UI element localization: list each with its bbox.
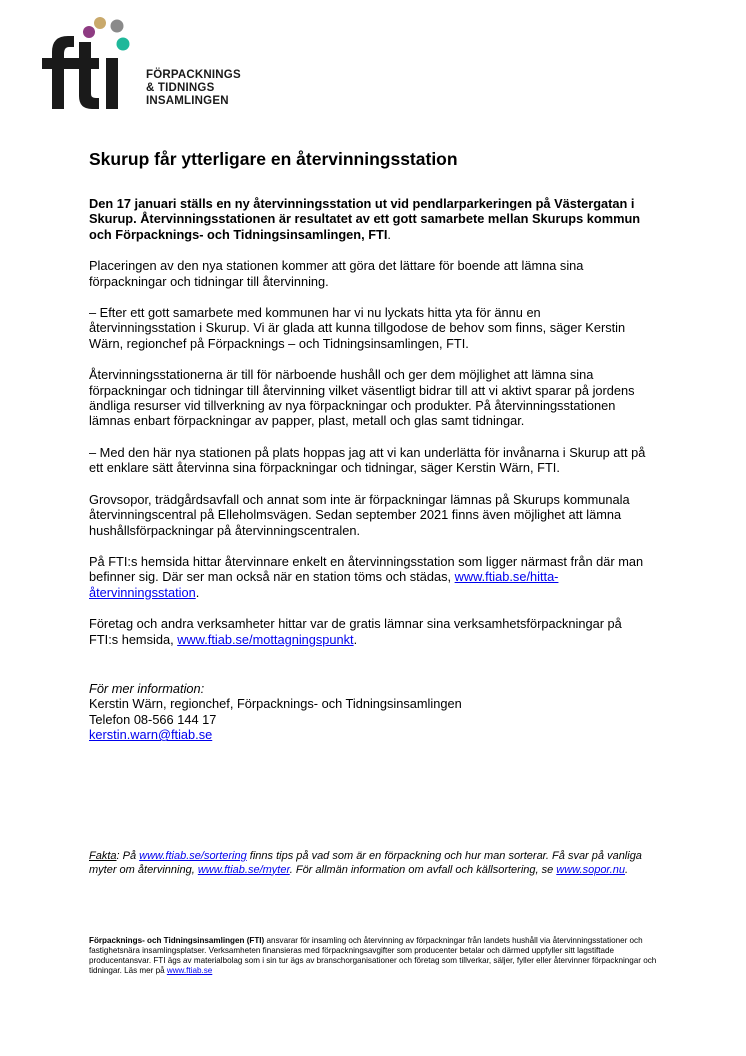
- fti-logo: [42, 14, 262, 114]
- lead-bold-text: Den 17 januari ställs en ny återvinningsstation ut vid pendlarparkeringen på Västergatan i Skurup. Återvinningsstationen är resultatet av ett gott samarbete mellan Skurups kommun och Förpacknings- och Tidningsinsamlingen, FTI: [89, 196, 641, 242]
- footer-text: ansvarar för insamling och återvinning av förpackningar från landets hushåll via återvinningsstationer och fastighetsnära insamlingsplatser. Verksamheten finansieras med förpackningsavgifter som producenter betalar och därmed uppfyller sitt lagstiftade producentansvar. FTI ägs av materialbolag som i sin tur ägs av branschorganisationer och företag som tillverkar, säljer, fyller eller återvinner förpackningar och tidningar. Läs mer på: [89, 936, 657, 975]
- paragraph-7-text: Företag och andra verksamheter hittar var de gratis lämnar sina verksamhetsförpackningar på FTI:s hemsida,: [89, 616, 622, 647]
- station-finder-link[interactable]: www.ftiab.se/hitta-återvinningsstation: [89, 569, 559, 600]
- logo-dot-teal: [117, 38, 130, 51]
- lead-end: .: [387, 226, 391, 242]
- reception-point-link[interactable]: www.ftiab.se/mottagningspunkt: [177, 631, 354, 647]
- contact-phone: Telefon 08-566 144 17: [89, 711, 217, 727]
- press-release-body: [89, 148, 649, 743]
- paragraph-6-end: .: [195, 584, 200, 600]
- contact-label: För mer information:: [89, 680, 205, 696]
- fakta-text-3: . För allmän information om avfall och källsortering, se: [289, 863, 557, 876]
- fakta-text-1: : På: [116, 850, 140, 862]
- footer-ftiab-link[interactable]: www.ftiab.se: [166, 966, 213, 975]
- logo-line-3: INSAMLINGEN: [146, 95, 229, 107]
- paragraph-7-end: .: [353, 631, 358, 647]
- paragraph-3: Återvinningsstationerna är till för närboende hushåll och ger dem möjlighet att lämna sina förpackningar och tidningar till återvinning vilket väsentligt bidrar till att vi aktivt sparar på jordens ändliga resurser vid tillverkning av nya förpackningar och produkter. På återvinningsstationen lämnas enbart förpackningar av papper, plast, metall och glas samt tidningar.: [89, 367, 635, 429]
- paragraph-6-text: På FTI:s hemsida hittar återvinnare enkelt en återvinningsstation som ligger närmast från där man befinner sig. Där ser man också när en station töms och städas,: [89, 553, 644, 585]
- paragraph-4: – Med den här nya stationen på plats hoppas jag att vi kan underlätta för invånarna i Skurup att på ett enklare sätt återvinna sina förpackningar och tidningar, säger Kerstin Wärn, FTI.: [89, 444, 646, 476]
- contact-email-link[interactable]: kerstin.warn@ftiab.se: [89, 727, 213, 743]
- paragraph-7: [89, 616, 649, 647]
- page-title: Skurup får ytterligare en återvinningsstation: [89, 149, 458, 169]
- logo-line-1: FÖRPACKNINGS: [146, 69, 241, 81]
- paragraph-5: Grovsopor, trädgårdsavfall och annat som inte är förpackningar lämnas på Skurups kommunala återvinningscentral på Elleholmsvägen. Sedan september 2021 finns även möjlighet att lämna hushållsförpackningar på återvinningscentralen.: [89, 491, 630, 538]
- paragraph-1: Placeringen av den nya stationen kommer att göra det lättare för boende att lämna sina förpackningar och tidningar till återvinning.: [89, 258, 584, 289]
- logo-dot-purple: [83, 26, 95, 38]
- fti-logo-mark: [42, 14, 142, 114]
- logo-dot-tan: [94, 17, 106, 29]
- myths-link[interactable]: www.ftiab.se/myter: [197, 863, 290, 876]
- paragraph-6: [89, 554, 649, 600]
- fakta-note: [89, 850, 649, 877]
- sopor-link[interactable]: www.sopor.nu: [556, 863, 625, 876]
- boilerplate-footer: [89, 936, 659, 976]
- contact-name: Kerstin Wärn, regionchef, Förpacknings- och Tidningsinsamlingen: [89, 696, 462, 712]
- lead-paragraph: [89, 196, 649, 242]
- logo-dot-gray: [111, 20, 124, 33]
- paragraph-2: – Efter ett gott samarbete med kommunen har vi nu lyckats hitta yta för ännu en återvinningsstation i Skurup. Vi är glada att kunna tillgodose de behov som finns, säger Kerstin Wärn, regionchef på Förpacknings – och Tidningsinsamlingen, FTI.: [89, 305, 626, 351]
- fakta-text-4: .: [624, 863, 629, 876]
- logo-line-2: & TIDNINGS: [146, 82, 215, 94]
- sorting-link[interactable]: www.ftiab.se/sortering: [139, 850, 247, 862]
- fakta-text-2: finns tips på vad som är en förpackning och hur man sorterar. Få svar på vanliga myter om återvinning,: [89, 850, 642, 876]
- contact-block: [89, 681, 649, 743]
- logo-wordmark-text: [146, 69, 241, 108]
- footer-org-name: Förpacknings- och Tidningsinsamlingen (FTI): [89, 936, 265, 945]
- fakta-label: Fakta: [89, 850, 117, 862]
